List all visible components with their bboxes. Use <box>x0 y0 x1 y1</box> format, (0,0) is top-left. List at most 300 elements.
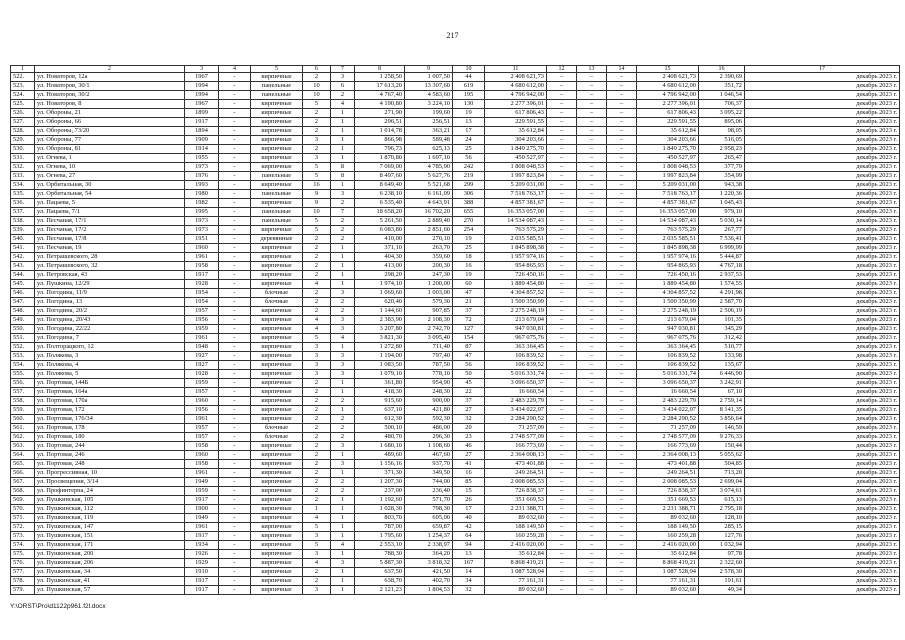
table-row <box>11 307 900 316</box>
table-cell: декабрь 2023 г. <box>745 163 900 172</box>
table-row <box>11 388 900 397</box>
table-cell: – <box>577 217 607 226</box>
table-cell: 229 591,55 <box>485 118 547 127</box>
table-cell: 1 997 823,84 <box>637 172 699 181</box>
table-cell: 2 937,53 <box>699 271 745 280</box>
table-cell: 3 434 022,07 <box>637 406 699 415</box>
table-cell: декабрь 2023 г. <box>745 469 900 478</box>
table-cell: 219 <box>453 172 485 181</box>
table-cell: ул. Пушкинская, 41 <box>35 577 185 586</box>
table-cell: 1 845 898,38 <box>637 244 699 253</box>
table-cell: декабрь 2023 г. <box>745 424 900 433</box>
table-cell: 44 <box>453 73 485 82</box>
column-header: 7 <box>331 66 355 73</box>
table-cell: 2 <box>303 298 331 307</box>
footer-file-path: Y:\ORST\Pro\d1122p961.f2l.docx <box>10 603 106 610</box>
table-cell: – <box>607 289 637 298</box>
table-cell: 1 997 823,84 <box>485 172 547 181</box>
table-cell: 5 <box>303 334 331 343</box>
table-cell: 77 161,31 <box>637 577 699 586</box>
table-row <box>11 433 900 442</box>
table-cell: – <box>607 172 637 181</box>
table-cell: - <box>219 289 251 298</box>
table-cell: 2 <box>303 109 331 118</box>
table-cell: 2 578,30 <box>699 568 745 577</box>
table-cell: 1 795,60 <box>355 532 405 541</box>
table-cell: блочные <box>251 289 303 298</box>
table-cell: – <box>607 253 637 262</box>
table-cell: ул. Новаторов, 8 <box>35 100 185 109</box>
table-cell: 1 <box>331 253 355 262</box>
table-row <box>11 289 900 298</box>
table-cell: 1927 <box>185 352 219 361</box>
table-cell: 486,00 <box>405 424 453 433</box>
table-cell: декабрь 2023 г. <box>745 433 900 442</box>
table-cell: 574. <box>11 541 35 550</box>
table-cell: 8 868 419,21 <box>637 559 699 568</box>
table-cell: 1 <box>331 181 355 190</box>
table-cell: 2 277 396,01 <box>637 100 699 109</box>
table-cell: декабрь 2023 г. <box>745 118 900 127</box>
table-cell: 2 <box>303 451 331 460</box>
table-cell: 19 <box>453 235 485 244</box>
table-cell: – <box>577 136 607 145</box>
table-cell: – <box>607 568 637 577</box>
table-cell: ул. Обороны, 77 <box>35 136 185 145</box>
table-cell: кирпичные <box>251 532 303 541</box>
table-cell: 1 258,50 <box>355 73 405 82</box>
table-cell: кирпичные <box>251 181 303 190</box>
table-cell: 1957 <box>185 388 219 397</box>
table-cell: кирпичные <box>251 127 303 136</box>
table-cell: 1957 <box>185 424 219 433</box>
table-cell: - <box>219 91 251 100</box>
table-cell: 2 483 229,79 <box>637 397 699 406</box>
table-cell: 72 <box>453 316 485 325</box>
table-cell: – <box>547 217 577 226</box>
table-cell: 37 <box>453 397 485 406</box>
table-cell: декабрь 2023 г. <box>745 568 900 577</box>
table-cell: 22 <box>453 388 485 397</box>
table-cell: - <box>219 73 251 82</box>
table-row <box>11 235 900 244</box>
table-cell: – <box>577 415 607 424</box>
table-cell: кирпичные <box>251 523 303 532</box>
table-cell: - <box>219 235 251 244</box>
table-cell: 24 <box>453 136 485 145</box>
table-cell: декабрь 2023 г. <box>745 577 900 586</box>
table-cell: 3 <box>331 370 355 379</box>
table-cell: кирпичные <box>251 334 303 343</box>
table-cell: 528. <box>11 127 35 136</box>
table-cell: 796,73 <box>355 145 405 154</box>
table-cell: 1928 <box>185 370 219 379</box>
table-cell: – <box>607 208 637 217</box>
table-cell: 1982 <box>185 199 219 208</box>
table-cell: 363,21 <box>405 127 453 136</box>
table-row <box>11 325 900 334</box>
table-cell: 89 032,60 <box>637 514 699 523</box>
table-cell: 3 <box>303 370 331 379</box>
table-cell: 534. <box>11 181 35 190</box>
table-cell: 1960 <box>185 244 219 253</box>
table-cell: 2 <box>331 424 355 433</box>
table-cell: декабрь 2023 г. <box>745 406 900 415</box>
table-cell: - <box>219 325 251 334</box>
table-cell: 213 679,04 <box>637 316 699 325</box>
table-cell: - <box>219 406 251 415</box>
table-cell: 349,50 <box>405 469 453 478</box>
table-cell: 8 <box>331 163 355 172</box>
table-cell: 2 <box>331 91 355 100</box>
table-cell: 1 870,80 <box>355 154 405 163</box>
table-cell: 787,50 <box>405 361 453 370</box>
table-cell: 71 257,09 <box>485 424 547 433</box>
table-cell: – <box>547 199 577 208</box>
table-cell: 1 <box>331 145 355 154</box>
table-cell: 1958 <box>185 262 219 271</box>
table-row <box>11 568 900 577</box>
table-cell: 45 <box>453 379 485 388</box>
table-cell: 798,30 <box>405 505 453 514</box>
table-cell: кирпичные <box>251 271 303 280</box>
table-cell: 3 096 650,37 <box>485 379 547 388</box>
table-cell: 787,00 <box>355 523 405 532</box>
table-cell: 2 <box>331 487 355 496</box>
table-cell: 1 808 048,53 <box>637 163 699 172</box>
table-cell: - <box>219 487 251 496</box>
table-cell: 1 014,78 <box>355 127 405 136</box>
column-header: 2 <box>35 66 185 73</box>
table-cell: 2 231 388,71 <box>485 505 547 514</box>
table-cell: 1 <box>331 523 355 532</box>
table-cell: кирпичные <box>251 406 303 415</box>
table-cell: – <box>577 271 607 280</box>
table-cell: – <box>607 307 637 316</box>
table-cell: 1 <box>331 406 355 415</box>
table-cell: 543. <box>11 262 35 271</box>
table-cell: декабрь 2023 г. <box>745 298 900 307</box>
table-cell: 5 <box>303 172 331 181</box>
table-cell: 35 612,84 <box>637 550 699 559</box>
table-cell: ул. Портовая, 176/34 <box>35 415 185 424</box>
table-cell: 304 203,66 <box>637 136 699 145</box>
table-cell: 3 <box>303 136 331 145</box>
table-cell: 2 <box>303 577 331 586</box>
table-cell: кирпичные <box>251 514 303 523</box>
table-row <box>11 442 900 451</box>
table-cell: кирпичные <box>251 199 303 208</box>
table-cell: ул. Полторацкого, 12 <box>35 343 185 352</box>
table-cell: - <box>219 316 251 325</box>
table-cell: 579,30 <box>405 298 453 307</box>
table-cell: 265,47 <box>699 154 745 163</box>
table-row <box>11 181 900 190</box>
table-cell: 1 200,00 <box>405 280 453 289</box>
column-header: 4 <box>219 66 251 73</box>
table-cell: 544. <box>11 271 35 280</box>
table-cell: панельные <box>251 190 303 199</box>
table-cell: 570. <box>11 505 35 514</box>
table-cell: ул. Пацаева, 5 <box>35 199 185 208</box>
table-cell: 625,13 <box>405 145 453 154</box>
table-cell: – <box>577 559 607 568</box>
table-cell: декабрь 2023 г. <box>745 307 900 316</box>
table-cell: – <box>577 379 607 388</box>
table-cell: 803,70 <box>355 514 405 523</box>
table-cell: 56 <box>453 361 485 370</box>
table-cell: – <box>607 190 637 199</box>
table-cell: - <box>219 136 251 145</box>
table-cell: 20 <box>453 424 485 433</box>
table-cell: ул. Обороны, 73/20 <box>35 127 185 136</box>
table-cell: 579. <box>11 586 35 595</box>
table-cell: декабрь 2023 г. <box>745 361 900 370</box>
table-cell: 2 <box>331 415 355 424</box>
table-cell: - <box>219 496 251 505</box>
table-cell: 561. <box>11 424 35 433</box>
table-cell: 345,29 <box>699 325 745 334</box>
table-cell: блочные <box>251 424 303 433</box>
table-cell: 3 096 650,37 <box>637 379 699 388</box>
table-cell: 1899 <box>185 109 219 118</box>
table-cell: – <box>577 532 607 541</box>
table-cell: - <box>219 541 251 550</box>
table-cell: 351 669,53 <box>637 496 699 505</box>
table-cell: - <box>219 244 251 253</box>
table-cell: – <box>547 406 577 415</box>
table-cell: 504,85 <box>699 460 745 469</box>
table-cell: 9 <box>303 199 331 208</box>
table-cell: 695,00 <box>405 514 453 523</box>
table-cell: – <box>547 505 577 514</box>
table-cell: – <box>547 514 577 523</box>
table-cell: 1900 <box>185 505 219 514</box>
table-cell: – <box>547 154 577 163</box>
table-cell: 191,61 <box>699 577 745 586</box>
table-cell: – <box>607 136 637 145</box>
table-cell: 296,51 <box>355 118 405 127</box>
table-cell: – <box>607 478 637 487</box>
table-cell: 726 838,37 <box>485 487 547 496</box>
table-cell: декабрь 2023 г. <box>745 388 900 397</box>
table-cell: 1 108,60 <box>405 442 453 451</box>
table-cell: панельные <box>251 91 303 100</box>
table-cell: ул. Портовая, 248 <box>35 460 185 469</box>
table-cell: 3 207,80 <box>355 325 405 334</box>
table-cell: 2 416 020,00 <box>637 541 699 550</box>
table-cell: 248,30 <box>405 388 453 397</box>
table-cell: – <box>547 568 577 577</box>
table-cell: 967 075,76 <box>637 334 699 343</box>
table-cell: 188 149,50 <box>485 523 547 532</box>
table-cell: 546. <box>11 289 35 298</box>
table-cell: 1 045,43 <box>699 199 745 208</box>
table-cell: 619 <box>453 82 485 91</box>
table-cell: кирпичные <box>251 442 303 451</box>
table-cell: 638,70 <box>355 577 405 586</box>
table-cell: 2 <box>303 424 331 433</box>
table-cell: - <box>219 415 251 424</box>
table-cell: 2 284 290,52 <box>485 415 547 424</box>
table-cell: ул. Орбитальная, 54 <box>35 190 185 199</box>
table-cell: 1909 <box>185 136 219 145</box>
table-row <box>11 559 900 568</box>
column-header: 17 <box>745 66 900 73</box>
table-cell: 1 007,50 <box>405 73 453 82</box>
table-cell: 13 307,60 <box>405 82 453 91</box>
table-cell: 4 <box>331 334 355 343</box>
table-cell: 541. <box>11 244 35 253</box>
table-cell: декабрь 2023 г. <box>745 478 900 487</box>
table-cell: 556. <box>11 379 35 388</box>
table-cell: 530. <box>11 145 35 154</box>
table-cell: 26 <box>453 496 485 505</box>
table-cell: – <box>607 487 637 496</box>
table-cell: 615,13 <box>699 496 745 505</box>
table-cell: – <box>547 424 577 433</box>
table-cell: 1 <box>331 514 355 523</box>
table-cell: – <box>577 541 607 550</box>
table-cell: – <box>577 577 607 586</box>
table-cell: – <box>577 325 607 334</box>
table-row <box>11 496 900 505</box>
table-cell: 1 254,37 <box>405 532 453 541</box>
table-cell: 5 030,14 <box>699 217 745 226</box>
table-cell: – <box>547 370 577 379</box>
table-cell: 17 <box>453 127 485 136</box>
table-cell: – <box>577 280 607 289</box>
table-cell: 1995 <box>185 208 219 217</box>
table-cell: – <box>547 271 577 280</box>
table-cell: 537. <box>11 208 35 217</box>
table-cell: 1 500 350,99 <box>637 298 699 307</box>
table-cell: – <box>577 568 607 577</box>
table-cell: кирпичные <box>251 361 303 370</box>
table-cell: 35 612,84 <box>485 550 547 559</box>
table-cell: 1 069,60 <box>355 289 405 298</box>
table-cell: 166 773,69 <box>637 442 699 451</box>
table-cell: 937,70 <box>405 460 453 469</box>
table-cell: 1960 <box>185 451 219 460</box>
table-cell: – <box>607 559 637 568</box>
table-cell: 40 <box>453 514 485 523</box>
table-cell: 1 <box>331 379 355 388</box>
table-cell: 351 669,53 <box>485 496 547 505</box>
table-cell: ул. Погодина, 11/9 <box>35 289 185 298</box>
table-cell: – <box>577 361 607 370</box>
table-cell: 480,70 <box>355 433 405 442</box>
table-cell: 94 <box>453 541 485 550</box>
table-row <box>11 379 900 388</box>
table-cell: 943,38 <box>699 181 745 190</box>
table-cell: 612,30 <box>355 415 405 424</box>
table-cell: 34 <box>453 577 485 586</box>
table-cell: – <box>547 91 577 100</box>
table-cell: - <box>219 226 251 235</box>
table-cell: 56 <box>453 154 485 163</box>
table-cell: 1951 <box>185 235 219 244</box>
table-cell: – <box>547 136 577 145</box>
table-cell: декабрь 2023 г. <box>745 253 900 262</box>
table-cell: 8 <box>331 172 355 181</box>
table-cell: 915,60 <box>355 397 405 406</box>
table-row <box>11 217 900 226</box>
table-cell: – <box>577 208 607 217</box>
table-cell: 16 <box>303 181 331 190</box>
table-cell: – <box>607 541 637 550</box>
table-cell: 421,50 <box>405 568 453 577</box>
table-cell: 106 839,52 <box>485 352 547 361</box>
table-cell: ул. Обороны, 66 <box>35 118 185 127</box>
table-cell: 1928 <box>185 280 219 289</box>
table-row <box>11 163 900 172</box>
table-cell: 536. <box>11 199 35 208</box>
table-cell: – <box>607 586 637 595</box>
table-cell: декабрь 2023 г. <box>745 100 900 109</box>
table-cell: – <box>547 316 577 325</box>
table-row <box>11 127 900 136</box>
table-row <box>11 271 900 280</box>
table-row <box>11 523 900 532</box>
table-cell: 1957 <box>185 433 219 442</box>
table-cell: – <box>607 262 637 271</box>
table-cell: декабрь 2023 г. <box>745 379 900 388</box>
table-cell: - <box>219 280 251 289</box>
table-cell: ул. Портовая, 178 <box>35 424 185 433</box>
table-cell: 35 612,84 <box>637 127 699 136</box>
table-cell: кирпичные <box>251 577 303 586</box>
table-cell: 3 434 022,07 <box>485 406 547 415</box>
table-cell: 1 849 275,70 <box>637 145 699 154</box>
table-cell: ул. Погодина, 22/22 <box>35 325 185 334</box>
table-cell: 270 <box>453 217 485 226</box>
table-cell: 895,06 <box>699 118 745 127</box>
table-cell: 1 003,00 <box>405 289 453 298</box>
table-cell: - <box>219 460 251 469</box>
table-cell: 363 364,45 <box>637 343 699 352</box>
table-cell: 1959 <box>185 379 219 388</box>
table-cell: – <box>547 208 577 217</box>
table-cell: декабрь 2023 г. <box>745 586 900 595</box>
table-cell: – <box>607 460 637 469</box>
table-cell: – <box>577 118 607 127</box>
table-cell: 2 <box>331 397 355 406</box>
table-cell: ул. Огнева, 10 <box>35 163 185 172</box>
table-cell: 1 <box>331 127 355 136</box>
table-cell: 1 <box>331 280 355 289</box>
table-cell: 2 364 008,13 <box>485 451 547 460</box>
table-cell: 1 144,60 <box>355 307 405 316</box>
table-cell: 10 <box>303 82 331 91</box>
table-cell: 1 889 454,80 <box>637 280 699 289</box>
table-cell: 404,30 <box>355 253 405 262</box>
table-cell: – <box>577 226 607 235</box>
table-cell: ул. Просвещения, 3/14 <box>35 478 185 487</box>
table-cell: ул. Погодина, 7 <box>35 334 185 343</box>
table-cell: 2 <box>303 478 331 487</box>
table-cell: 1949 <box>185 478 219 487</box>
table-cell: ул. Портовая, 244 <box>35 442 185 451</box>
table-cell: – <box>577 109 607 118</box>
table-cell: 3 <box>303 343 331 352</box>
table-cell: 254 <box>453 226 485 235</box>
table-cell: 89 032,60 <box>485 514 547 523</box>
table-cell: 2 <box>303 388 331 397</box>
table-cell: – <box>547 100 577 109</box>
table-cell: 1929 <box>185 559 219 568</box>
table-cell: 1994 <box>185 82 219 91</box>
